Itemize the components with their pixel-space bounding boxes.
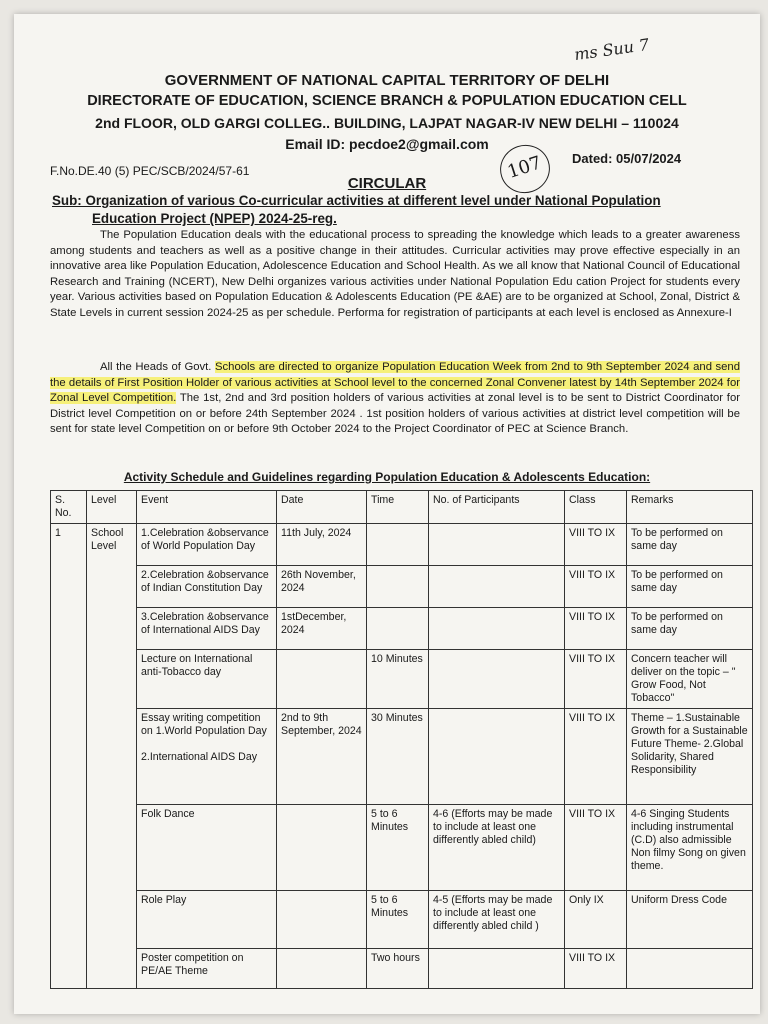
col-remarks: Remarks [627,491,753,524]
cell-participants [429,650,565,709]
cell-participants [429,709,565,805]
circled-number-stamp: 107 [494,138,556,199]
col-level: Level [87,491,137,524]
cell-participants: 4-5 (Efforts may be made to include at least one differently abled child ) [429,891,565,949]
subject [52,192,742,228]
activity-schedule-title: Activity Schedule and Guidelines regarding Population Education & Adolescents Education: [123,470,651,484]
cell-event: Poster competition on PE/AE Theme [137,949,277,989]
cell-class: Only IX [565,891,627,949]
table-header-row [51,491,753,524]
cell-remarks: To be performed on same day [627,608,753,650]
header-address: 2nd FLOOR, OLD GARGI COLLEG.. BUILDING, LAJPAT NAGAR-IV NEW DELHI – 110024 [95,115,679,131]
cell-time [367,608,429,650]
cell-event: Role Play [137,891,277,949]
paragraph-2-highlight: Schools are directed to organize Population Education Week from 2nd to 9th September 2024 and send the details of First Position Holder of various activities at School level to the concerned Zonal Convener latest by 14th September 2024 for Zonal Level Competition. [50,361,740,405]
cell-event: Essay writing competition on 1.World Population Day 2.International AIDS Day [137,709,277,805]
activity-schedule-table [50,490,753,989]
table-row [51,805,753,891]
handwritten-signature: ms Suu 7 [573,34,651,65]
cell-sno: 1 [51,524,87,989]
cell-time [367,566,429,608]
paragraph-2-intro: All the Heads of Govt. [100,361,215,373]
cell-class: VIII TO IX [565,949,627,989]
cell-date [277,949,367,989]
table-row [51,949,753,989]
cell-date [277,805,367,891]
col-event: Event [137,491,277,524]
cell-event: Folk Dance [137,805,277,891]
col-sno: S. No. [51,491,87,524]
cell-remarks: 4-6 Singing Students including instrumental (C.D) also admissible Non filmy Song on given theme. [627,805,753,891]
cell-event: Lecture on International anti-Tobacco day [137,650,277,709]
cell-date: 26th November, 2024 [277,566,367,608]
cell-time: Two hours [367,949,429,989]
cell-remarks: Theme – 1.Sustainable Growth for a Sustainable Future Theme- 2.Global Solidarity, Shared Responsibility [627,709,753,805]
cell-class: VIII TO IX [565,524,627,566]
cell-remarks: To be performed on same day [627,524,753,566]
cell-class: VIII TO IX [565,650,627,709]
cell-time: 5 to 6 Minutes [367,805,429,891]
cell-date: 2nd to 9th September, 2024 [277,709,367,805]
subject-line-2: Education Project (NPEP) 2024-25-reg. [92,211,337,226]
circular-title: CIRCULAR [347,175,427,192]
cell-time: 30 Minutes [367,709,429,805]
table-row [51,709,753,805]
subject-line-1: Sub: Organization of various Co-curricular activities at different level under National Population [52,193,661,208]
cell-participants [429,608,565,650]
paragraph-2-rest: The 1st, 2nd and 3rd position holders of various activities at zonal level is to be sent to District Coordinator for District level Competition on or before 24th September 2024 . 1st position holders of various activities at district level competition will be sent for state level Competition on or before 9th October 2024 to the Project Coordinator of PEC at Science Branch. [50,392,740,436]
cell-time: 10 Minutes [367,650,429,709]
table-row [51,650,753,709]
table-row [51,524,753,566]
col-class: Class [565,491,627,524]
cell-participants: 4-6 (Efforts may be made to include at least one differently abled child) [429,805,565,891]
cell-participants [429,566,565,608]
cell-remarks: Concern teacher will deliver on the topic – " Grow Food, Not Tobacco" [627,650,753,709]
header-government: GOVERNMENT OF NATIONAL CAPITAL TERRITORY OF DELHI [164,72,610,89]
cell-class: VIII TO IX [565,566,627,608]
cell-class: VIII TO IX [565,805,627,891]
dated: Dated: 05/07/2024 [572,151,682,166]
cell-event: 3.Celebration &observance of International AIDS Day [137,608,277,650]
cell-class: VIII TO IX [565,608,627,650]
cell-event: 2.Celebration &observance of Indian Constitution Day [137,566,277,608]
paragraph-1: The Population Education deals with the educational process to spreading the knowledge which leads to a greater awareness among students and teachers as well as a positive change in their attitudes. Curricular activities may prove effective especially in an innovative area like Population Education, Adolescence Education and School Health. As we all know that National Council of Educational Research and Training (NCERT), New Delhi organizes various activities under National Population Edu cation Project for students every year. Various activities based on Population Education & Adolescents Education (PE &AE) are to be organized at School, Zonal, District & State Levels in current session 2024-25 as per schedule. Performa for registration of participants at each level is enclosed as Annexure-I [50,229,740,319]
cell-time: 5 to 6 Minutes [367,891,429,949]
col-time: Time [367,491,429,524]
cell-date [277,650,367,709]
cell-date [277,891,367,949]
cell-participants [429,949,565,989]
col-participants: No. of Participants [429,491,565,524]
cell-class: VIII TO IX [565,709,627,805]
header-directorate: DIRECTORATE OF EDUCATION, SCIENCE BRANCH & POPULATION EDUCATION CELL [87,93,687,109]
table-row [51,891,753,949]
table-row [51,608,753,650]
paragraph-2 [50,360,740,438]
col-date: Date [277,491,367,524]
cell-remarks [627,949,753,989]
circular-page [14,14,760,1014]
cell-remarks: To be performed on same day [627,566,753,608]
file-number: F.No.DE.40 (5) PEC/SCB/2024/57-61 [50,164,250,178]
cell-event: 1.Celebration &observance of World Population Day [137,524,277,566]
cell-date: 11th July, 2024 [277,524,367,566]
cell-participants [429,524,565,566]
cell-level: School Level [87,524,137,989]
cell-time [367,524,429,566]
header-email: Email ID: pecdoe2@gmail.com [285,136,489,152]
cell-remarks: Uniform Dress Code [627,891,753,949]
table-row [51,566,753,608]
cell-date: 1stDecember, 2024 [277,608,367,650]
